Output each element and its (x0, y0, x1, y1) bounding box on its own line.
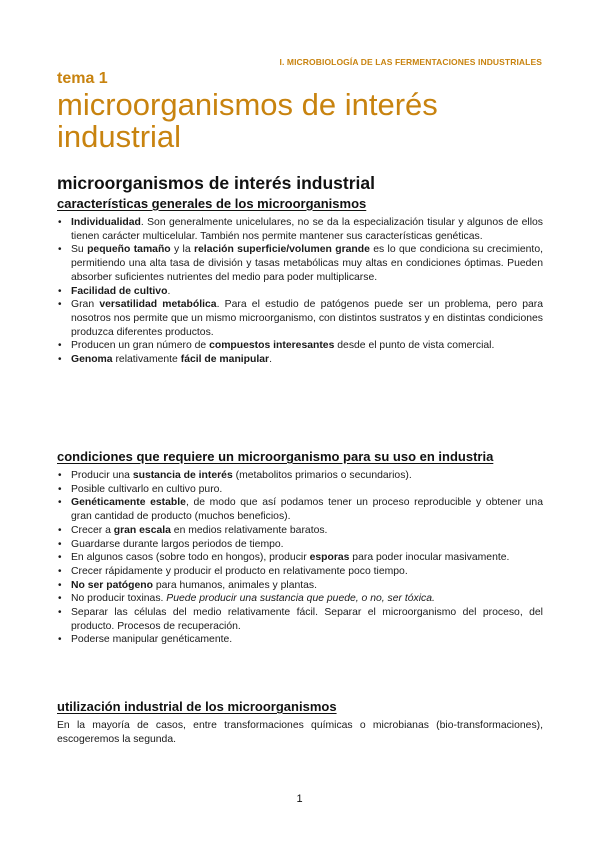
requirements-list (57, 469, 543, 647)
list-item (57, 285, 543, 299)
text-run: (metabolitos primarios o secundarios). (232, 470, 412, 481)
text-run: Separar las células del medio relativamente fácil. Separar el microorganismo del proceso, del producto. Procesos de recuperación. (71, 607, 543, 632)
text-run: Producen un gran número de (71, 340, 210, 352)
text-run: relativamente (112, 354, 181, 366)
text-run: desde el punto de vista comercial. (334, 340, 495, 352)
text-run: Gran (71, 299, 100, 311)
text-run: Crecer rápidamente y producir el producto en relativamente poco tiempo. (71, 565, 408, 577)
bold-term: Genoma (71, 354, 113, 366)
industrial-use-heading: utilización industrial de los microorganismos (57, 699, 337, 714)
bold-term: Facilidad de cultivo (71, 285, 168, 297)
text-run: Producir una (71, 470, 133, 481)
text-run: para poder inocular masivamente. (349, 552, 510, 564)
bold-term: versatilidad metabólica (99, 299, 217, 311)
text-run: En algunos casos (sobre todo en hongos), producir (71, 552, 310, 564)
chapter-title: microorganismos de interés industrial (57, 87, 438, 154)
list-item (57, 606, 543, 633)
list-item (57, 633, 543, 647)
text-run: . (269, 354, 272, 366)
bold-term: gran escala (113, 524, 171, 536)
text-run: y la (170, 244, 194, 256)
list-item (57, 592, 543, 606)
list-item (57, 216, 543, 243)
text-run: . Son generalmente unicelulares, no se da la especialización tisular y algunos de ellos tienen carácter multicelular. También nos permite mantener sus características genéticas. (71, 217, 543, 242)
page-number: 1 (296, 793, 303, 805)
bold-term: sustancia de interés (132, 470, 233, 481)
list-item (57, 496, 543, 523)
list-item (57, 353, 543, 367)
text-run: es lo que condiciona su crecimiento, permitiendo una alta tasa de división y tasas metabólicas muy altas en condiciones óptimas. Pueden absorber suficientes nutrientes del medio para poder multiplicarse. (71, 244, 543, 283)
requirements-heading: condiciones que requiere un microorganismo para su uso en industria (57, 449, 494, 464)
text-run: . Para el estudio de patógenos puede ser un problema, pero para nosotros nos permite que un mismo microorganismo, con distintos sustratos y en distintas condiciones produzca diferentes productos. (71, 299, 543, 338)
list-item (57, 565, 543, 579)
bold-term: relación superficie/volumen grande (193, 244, 370, 256)
text-run: Guardarse durante largos periodos de tiempo. (71, 538, 284, 550)
bold-term: Individualidad (71, 217, 141, 228)
list-item (57, 524, 543, 538)
text-run: Crecer a (71, 524, 114, 536)
characteristics-heading: características generales de los microorganismos (57, 196, 367, 211)
bold-term: No ser patógeno (71, 579, 153, 591)
text-run: Poderse manipular genéticamente. (71, 634, 233, 646)
list-item (57, 483, 543, 497)
bold-term: compuestos interesantes (209, 340, 335, 352)
text-run: No producir toxinas. (71, 593, 167, 605)
bold-term: fácil de manipular (180, 354, 270, 366)
italic-text: Puede producir una sustancia que puede, o no, ser tóxica. (166, 593, 435, 605)
list-item (57, 298, 543, 339)
bold-term: Genéticamente estable (71, 497, 186, 509)
running-header: I. MICROBIOLOGÍA DE LAS FERMENTACIONES INDUSTRIALES (279, 57, 542, 67)
list-item (57, 551, 543, 565)
text-run: . (167, 285, 171, 297)
text-run: , de modo que así podamos tener un proceso reproducible y obtener una gran cantidad de producto (muchos beneficios). (71, 497, 543, 523)
text-run: Su (71, 244, 88, 256)
list-item (57, 469, 543, 483)
text-run: Posible cultivarlo en cultivo puro. (71, 483, 223, 495)
section-title: microorganismos de interés industrial (57, 173, 375, 193)
list-item (57, 538, 543, 552)
chapter-label: tema 1 (57, 70, 108, 87)
bold-term: pequeño tamaño (87, 244, 171, 256)
text-run: para humanos, animales y plantas. (152, 579, 318, 591)
list-item (57, 339, 543, 353)
bold-term: esporas (309, 552, 350, 564)
characteristics-list (57, 216, 543, 367)
list-item (57, 579, 543, 593)
industrial-use-paragraph: En la mayoría de casos, entre transformaciones químicas o microbianas (bio-transformaciones), escogeremos la segunda. (57, 720, 543, 745)
text-run: en medios relativamente baratos. (170, 524, 328, 536)
list-item (57, 243, 543, 284)
